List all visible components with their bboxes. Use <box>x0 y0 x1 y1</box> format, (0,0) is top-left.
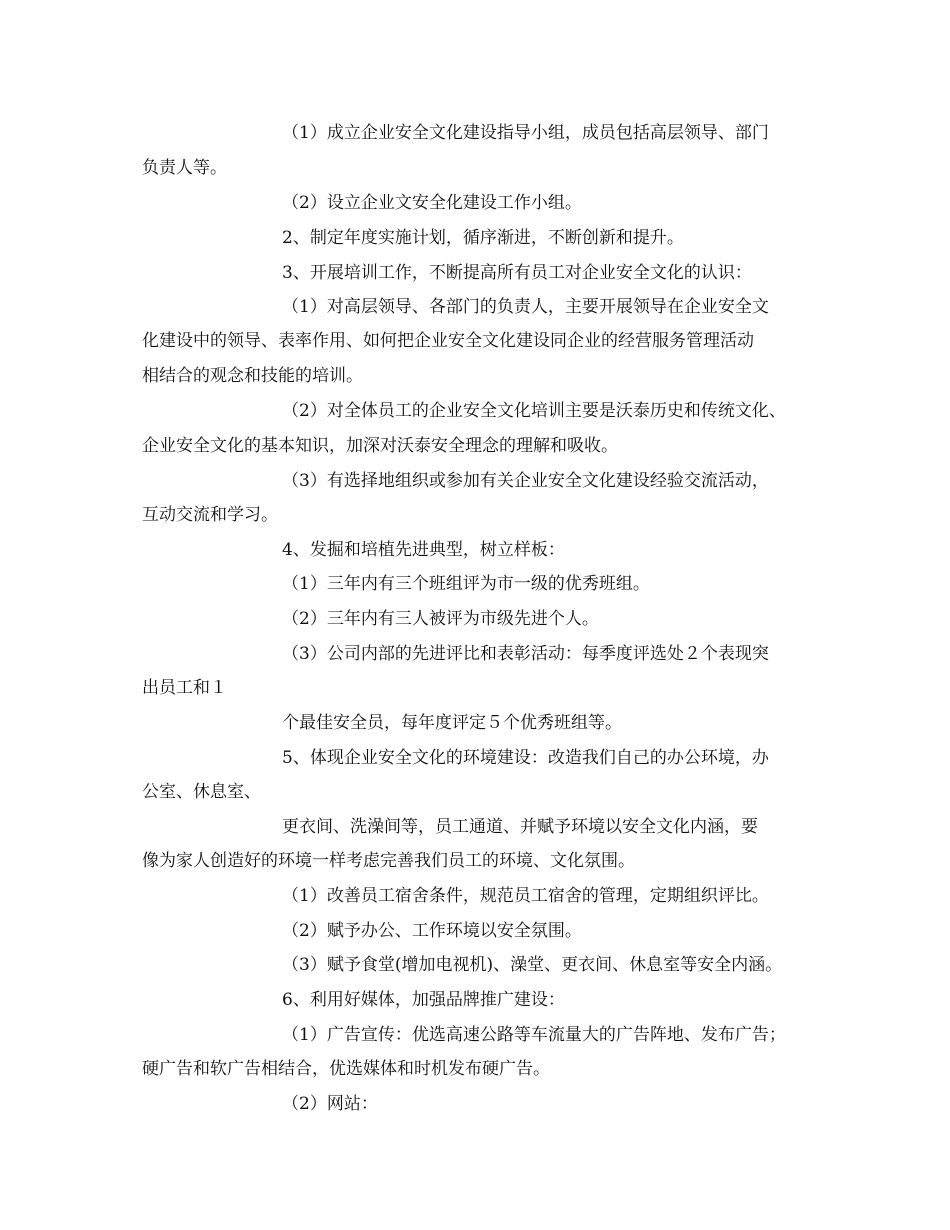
text-line: 更衣间、洗澡间等，员工通道、并赋予环境以安全文化内涵，要 <box>282 817 758 837</box>
text-line: （1）广告宣传：优选高速公路等车流量大的广告阵地、发布广告； <box>282 1025 786 1045</box>
text-line: （3）有选择地组织或参加有关企业安全文化建设经验交流活动， <box>282 471 769 491</box>
text-line: 出员工和１ <box>142 678 227 698</box>
text-line: 3、开展培训工作，不断提高所有员工对企业安全文化的认识： <box>282 263 752 283</box>
text-line: 4、发掘和培植先进典型，树立样板： <box>282 540 565 560</box>
text-line: 企业安全文化的基本知识，加深对沃泰安全理念的理解和吸收。 <box>142 436 618 456</box>
text-line: （2）三年内有三人被评为市级先进个人。 <box>282 609 599 629</box>
text-line: 互动交流和学习。 <box>142 505 278 525</box>
text-line: （3）赋予食堂(增加电视机)、澡堂、更衣间、休息室等安全内涵。 <box>282 955 783 975</box>
text-line: 负责人等。 <box>142 158 227 178</box>
text-line: （2）赋予办公、工作环境以安全氛围。 <box>282 921 582 941</box>
text-line: （3）公司内部的先进评比和表彰活动：每季度评选处２个表现突 <box>282 644 769 664</box>
text-line: 个最佳安全员，每年度评定５个优秀班组等。 <box>282 713 622 733</box>
text-line: （1）对高层领导、各部门的负责人，主要开展领导在企业安全文 <box>282 297 769 317</box>
text-line: 化建设中的领导、表率作用、如何把企业安全文化建设同企业的经营服务管理活动 <box>142 331 754 351</box>
text-line: 5、体现企业安全文化的环境建设：改造我们自己的办公环境，办 <box>282 748 769 768</box>
text-line: 硬广告和软广告相结合，优选媒体和时机发布硬广告。 <box>142 1059 550 1079</box>
text-line: 6、利用好媒体，加强品牌推广建设： <box>282 990 565 1010</box>
text-line: （2）对全体员工的企业安全文化培训主要是沃泰历史和传统文化、 <box>282 401 786 421</box>
text-line: （2）设立企业文安全化建设工作小组。 <box>282 193 582 213</box>
text-line: （1）改善员工宿舍条件，规范员工宿舍的管理，定期组织评比。 <box>282 886 769 906</box>
text-line: （2）网站： <box>282 1094 378 1114</box>
text-line: （1）成立企业安全文化建设指导小组，成员包括高层领导、部门 <box>282 123 769 143</box>
text-line: （1）三年内有三个班组评为市一级的优秀班组。 <box>282 574 650 594</box>
text-line: 2、制定年度实施计划，循序渐进，不断创新和提升。 <box>282 228 684 248</box>
text-line: 像为家人创造好的环境一样考虑完善我们员工的环境、文化氛围。 <box>142 851 635 871</box>
text-line: 公室、休息室、 <box>142 782 261 802</box>
text-line: 相结合的观念和技能的培训。 <box>142 366 363 386</box>
